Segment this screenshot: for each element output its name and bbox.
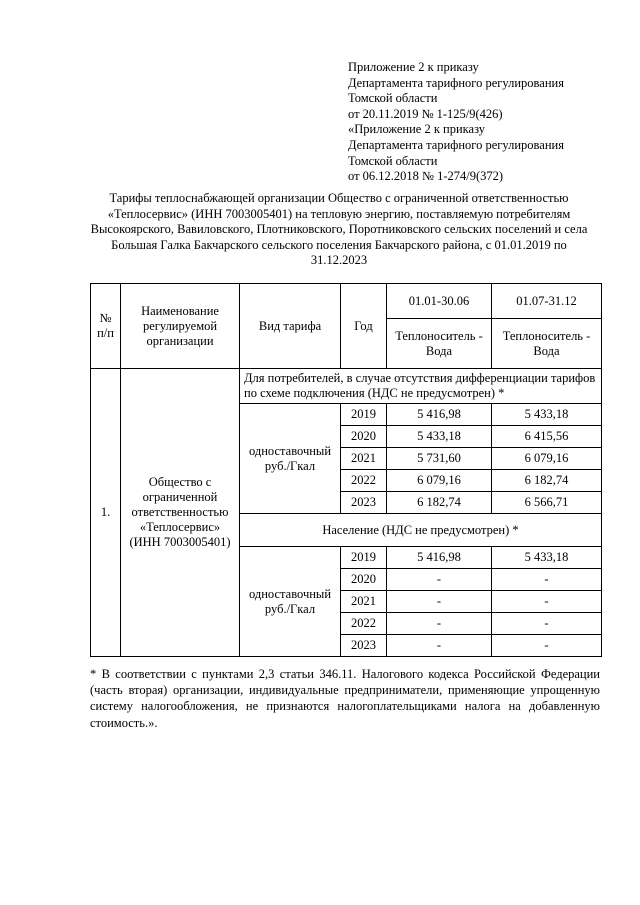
tariff-value: 6 415,56 <box>492 426 602 448</box>
section-label-consumers: Для потребителей, в случае отсутствия дифференциации тарифов по схеме подключения (НДС не предусмотрен) * <box>240 369 602 404</box>
year-cell: 2019 <box>341 547 387 569</box>
year-cell: 2023 <box>341 635 387 657</box>
tariff-type: одноставочный руб./Гкал <box>240 404 341 514</box>
tariff-value: - <box>387 613 492 635</box>
header-line: Томской области <box>348 91 438 106</box>
header-line: Департамента тарифного регулирования <box>348 137 564 152</box>
document-title: Тарифы теплоснабжающей организации Общество с ограниченной ответственностью «Теплосервис» (ИНН 7003005401) на тепловую энергию, поставляемую потребителям Высокоярского, Вавиловского, Плотниковского, Поротниковского сельских поселений и села Большая Галка Бакчарского сельского поселения Бакчарского района, с 01.01.2019 по 31.12.2023 <box>90 191 588 268</box>
year-cell: 2022 <box>341 470 387 492</box>
tariff-value: - <box>387 591 492 613</box>
header-block <box>348 60 564 185</box>
tariff-value: 5 416,98 <box>387 547 492 569</box>
tariff-value: 5 731,60 <box>387 448 492 470</box>
header-line: «Приложение 2 к приказу <box>348 122 486 137</box>
tariff-value: - <box>492 613 602 635</box>
header-carrier-2: Теплоноситель - Вода <box>492 319 602 369</box>
tariff-value: 5 416,98 <box>387 404 492 426</box>
tariff-value: 6 182,74 <box>492 470 602 492</box>
tariff-value: - <box>492 635 602 657</box>
tariff-value: 6 566,71 <box>492 492 602 514</box>
tariff-value: 6 182,74 <box>387 492 492 514</box>
header-period-1: 01.01-30.06 <box>387 284 492 319</box>
tariff-value: 6 079,16 <box>492 448 602 470</box>
tariff-value: 5 433,18 <box>387 426 492 448</box>
tariff-value: - <box>387 635 492 657</box>
year-cell: 2020 <box>341 426 387 448</box>
header-type: Вид тарифа <box>240 284 341 369</box>
year-cell: 2019 <box>341 404 387 426</box>
header-line: от 20.11.2019 № 1-125/9(426) <box>348 106 503 121</box>
tariff-value: 5 433,18 <box>492 547 602 569</box>
year-cell: 2023 <box>341 492 387 514</box>
section-label-population: Население (НДС не предусмотрен) * <box>240 514 602 547</box>
year-cell: 2020 <box>341 569 387 591</box>
tariff-value: 5 433,18 <box>492 404 602 426</box>
year-cell: 2021 <box>341 591 387 613</box>
row-number: 1. <box>91 369 121 657</box>
header-org: Наименование регулируемой организации <box>121 284 240 369</box>
organization-name: Общество с ограниченной ответственностью «Теплосервис» (ИНН 7003005401) <box>121 369 240 657</box>
header-num: № п/п <box>91 284 121 369</box>
header-line: Приложение 2 к приказу <box>348 60 479 74</box>
header-line: от 06.12.2018 № 1-274/9(372) <box>348 169 504 184</box>
header-carrier-1: Теплоноситель - Вода <box>387 319 492 369</box>
year-cell: 2021 <box>341 448 387 470</box>
tariff-value: - <box>492 591 602 613</box>
header-line: Департамента тарифного регулирования <box>348 75 564 90</box>
tariff-value: - <box>387 569 492 591</box>
header-year: Год <box>341 284 387 369</box>
tariff-value: - <box>492 569 602 591</box>
tariff-type: одноставочный руб./Гкал <box>240 547 341 657</box>
tariff-value: 6 079,16 <box>387 470 492 492</box>
footnote: * В соответствии с пунктами 2,3 статьи 346.11. Налогового кодекса Российской Федерации (часть вторая) организации, индивидуальные предприниматели, применяющие упрощенную систему налогообложения, не признаются налогоплательщиками налога на добавленную стоимость.». <box>90 667 600 730</box>
year-cell: 2022 <box>341 613 387 635</box>
tariff-table <box>90 283 602 657</box>
header-line: Томской области <box>348 153 438 168</box>
header-period-2: 01.07-31.12 <box>492 284 602 319</box>
